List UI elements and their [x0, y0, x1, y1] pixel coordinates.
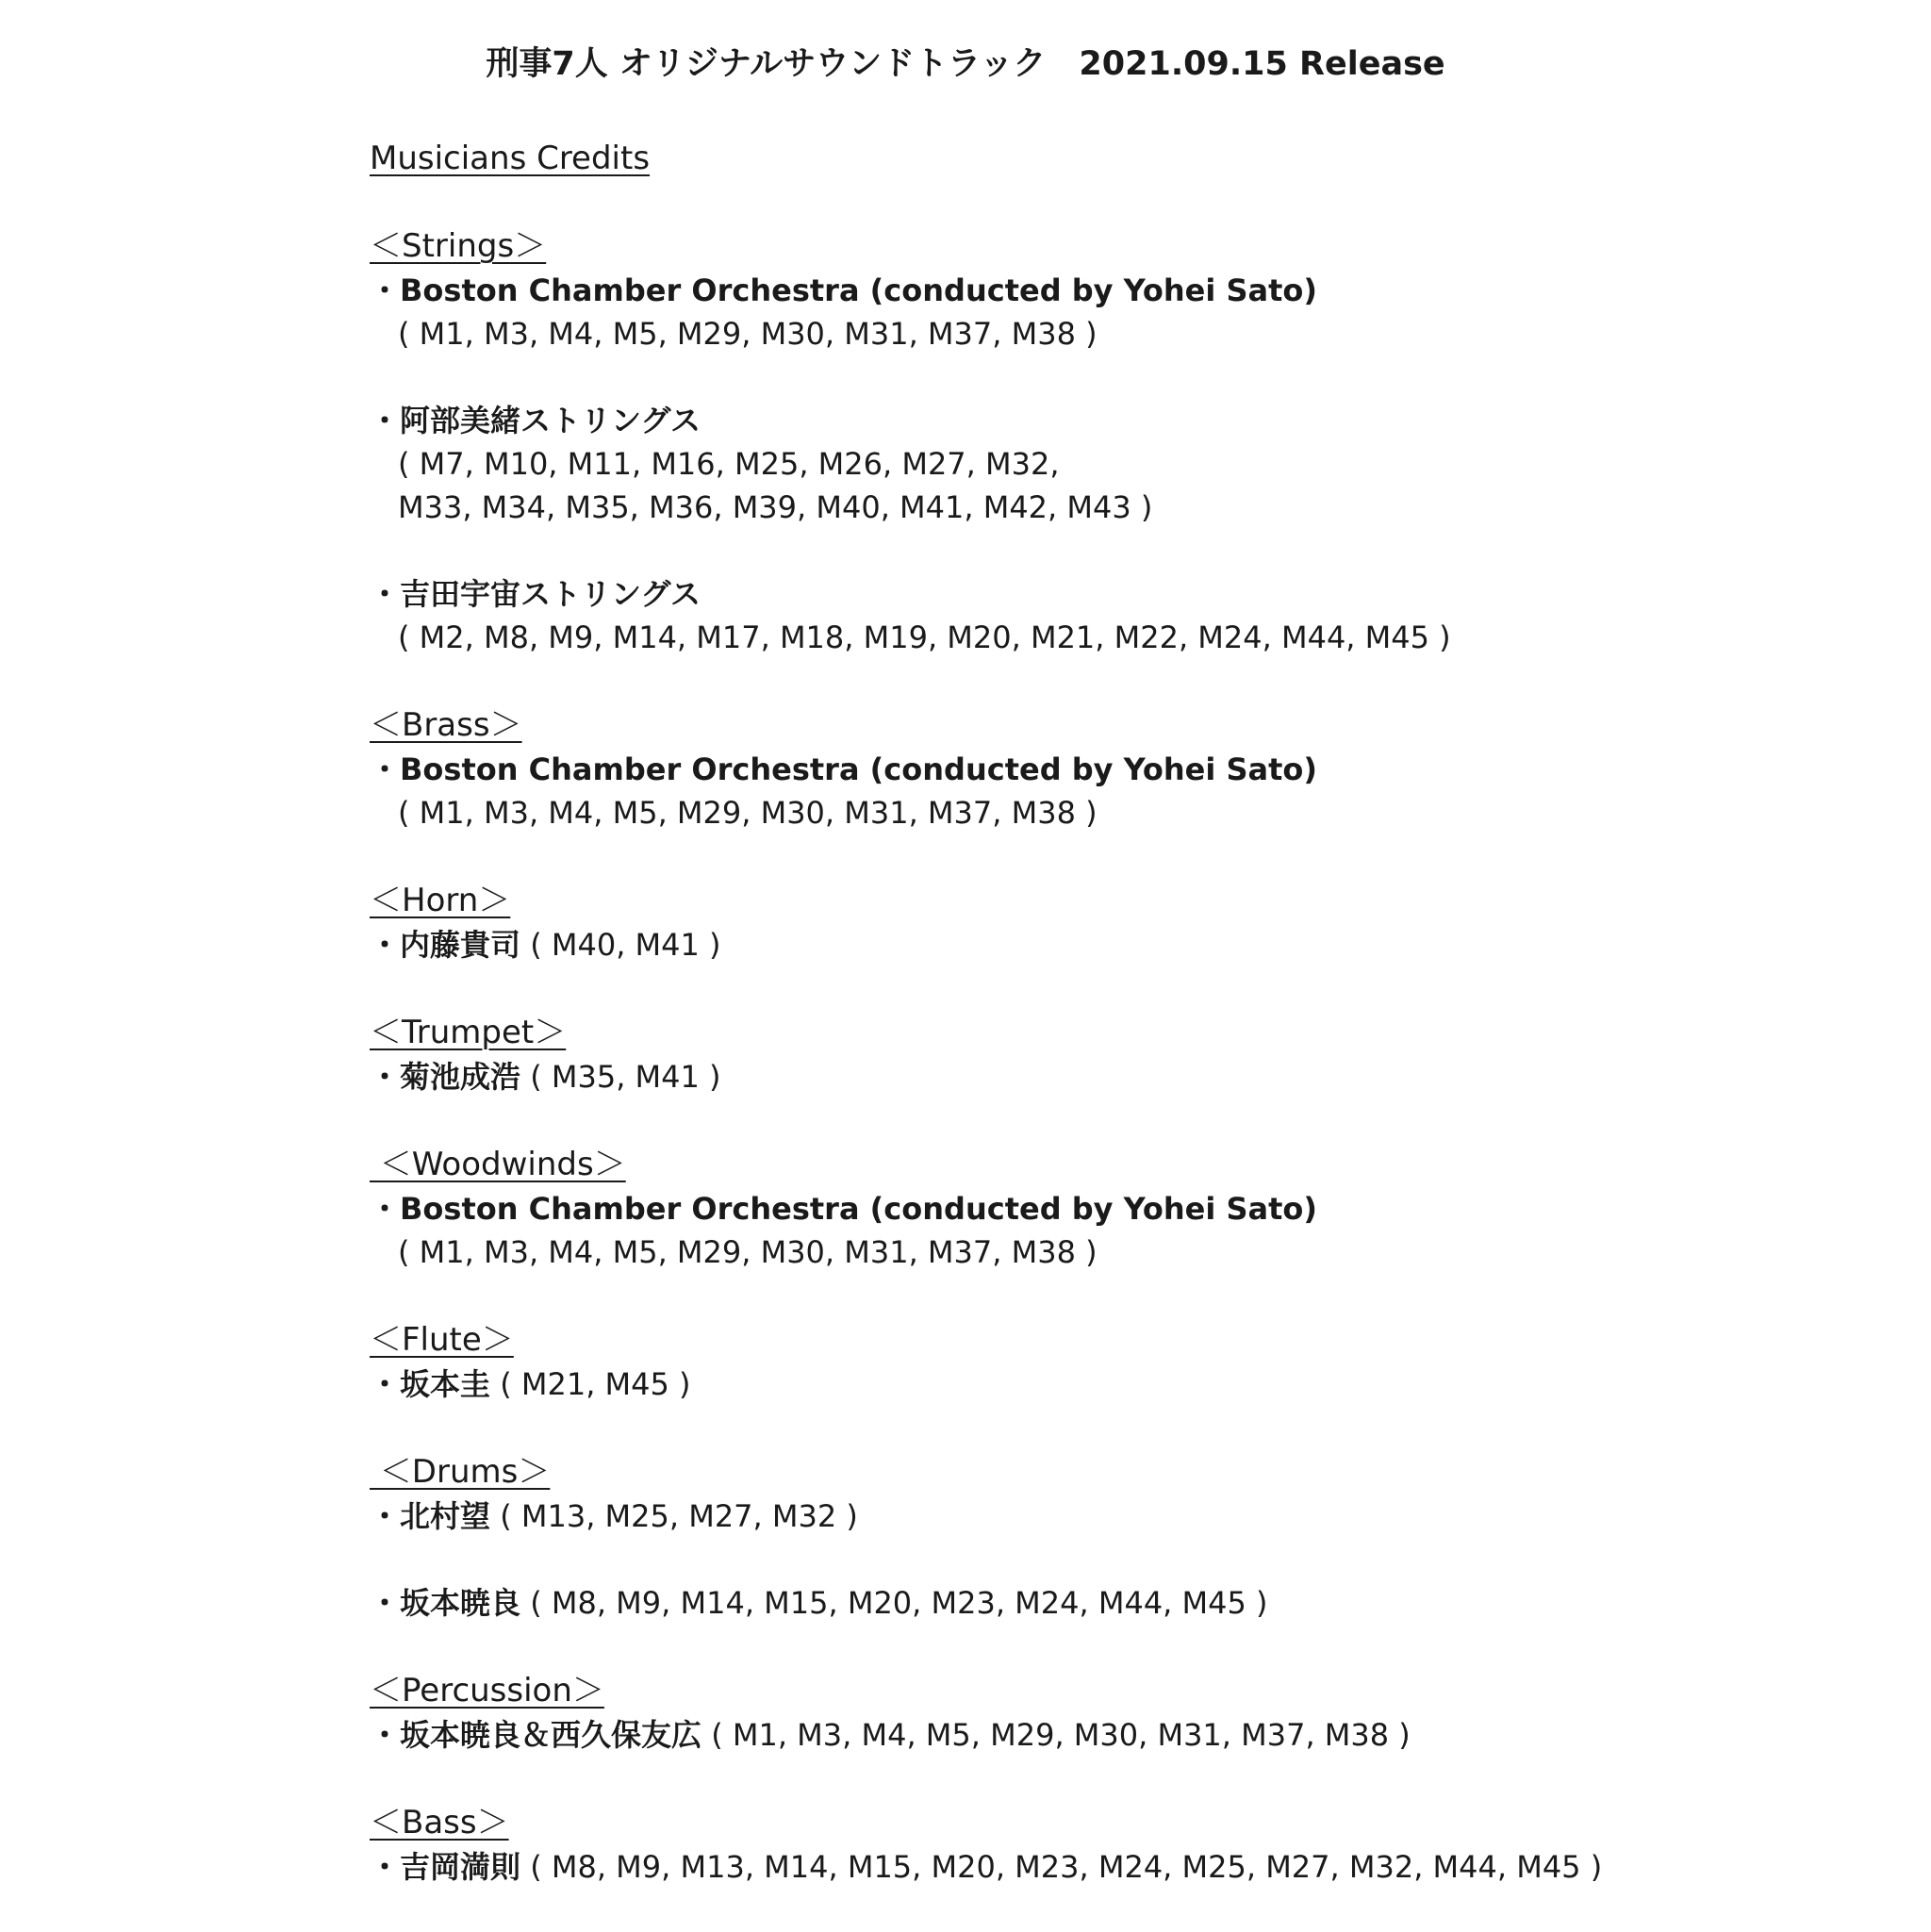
musician-name: Boston Chamber Orchestra (conducted by Yohei Sato) — [400, 1191, 1317, 1227]
credit-entry — [370, 572, 1878, 659]
section-heading: ＜Bass＞ — [370, 1804, 509, 1841]
bullet-icon: ・ — [370, 1498, 401, 1534]
bullet-icon: ・ — [370, 1849, 401, 1885]
credit-section — [370, 1317, 1878, 1406]
section-heading: ＜Horn＞ — [370, 882, 511, 919]
musician-line — [370, 399, 1878, 442]
musician-line — [370, 1187, 1878, 1230]
musician-line — [370, 748, 1878, 791]
musician-name: 坂本暁良＆西久保友広 — [400, 1717, 702, 1753]
credit-sections — [370, 223, 1878, 1889]
section-heading: ＜Trumpet＞ — [370, 1014, 567, 1051]
bullet-icon: ・ — [370, 927, 401, 963]
musician-name: 坂本暁良 — [400, 1585, 521, 1621]
credit-section — [370, 223, 1878, 659]
credit-entry — [370, 1845, 1878, 1889]
musician-line — [370, 1362, 1878, 1406]
musician-name: Boston Chamber Orchestra (conducted by Yohei Sato) — [400, 751, 1317, 787]
credit-entry — [370, 269, 1878, 355]
track-list: ( M7, M10, M11, M16, M25, M26, M27, M32, — [398, 446, 1060, 482]
bullet-icon: ・ — [370, 1059, 401, 1095]
track-list: ( M35, M41 ) — [520, 1059, 721, 1095]
credit-entry — [370, 399, 1878, 529]
credit-entry — [370, 1055, 1878, 1098]
bullet-icon: ・ — [370, 1191, 401, 1227]
credits-content — [370, 136, 1878, 1932]
credit-section — [370, 878, 1878, 966]
bullet-icon: ・ — [370, 403, 401, 438]
credit-entry — [370, 1362, 1878, 1406]
musician-line — [370, 1494, 1878, 1538]
track-list: ( M8, M9, M13, M14, M15, M20, M23, M24, M25, M27, M32, M44, M45 ) — [520, 1849, 1603, 1885]
section-heading: ＜Brass＞ — [370, 706, 522, 744]
credit-entry — [370, 748, 1878, 834]
musician-line — [370, 923, 1878, 966]
section-heading: ＜Drums＞ — [370, 1453, 551, 1491]
track-list: ( M1, M3, M4, M5, M29, M30, M31, M37, M38 ) — [398, 1234, 1098, 1270]
section-heading: ＜Percussion＞ — [370, 1672, 604, 1709]
track-list: ( M1, M3, M4, M5, M29, M30, M31, M37, M38 ) — [701, 1717, 1411, 1753]
musician-line — [370, 269, 1878, 312]
section-heading: ＜Woodwinds＞ — [370, 1146, 626, 1183]
musician-name: Boston Chamber Orchestra (conducted by Yohei Sato) — [400, 272, 1317, 308]
credit-entry — [370, 1713, 1878, 1757]
credit-section — [370, 1800, 1878, 1889]
credit-section — [370, 1010, 1878, 1098]
track-list: ( M1, M3, M4, M5, M29, M30, M31, M37, M38 ) — [398, 795, 1098, 831]
track-list: ( M2, M8, M9, M14, M17, M18, M19, M20, M21, M22, M24, M44, M45 ) — [398, 619, 1451, 655]
track-list: ( M40, M41 ) — [520, 927, 721, 963]
musician-name: 菊池成浩 — [400, 1059, 521, 1095]
track-list: ( M13, M25, M27, M32 ) — [490, 1498, 858, 1534]
credit-entry — [370, 923, 1878, 966]
musician-name: 吉岡満則 — [400, 1849, 521, 1885]
credit-section — [370, 1142, 1878, 1274]
section-heading: ＜Strings＞ — [370, 227, 547, 265]
musician-name: 吉田宇宙ストリングス — [400, 576, 701, 612]
track-list: ( M1, M3, M4, M5, M29, M30, M31, M37, M38 ) — [398, 316, 1098, 352]
credit-entry — [370, 1581, 1878, 1625]
credit-section — [370, 1668, 1878, 1757]
bullet-icon: ・ — [370, 272, 401, 308]
musician-line — [370, 1581, 1878, 1625]
credit-entry — [370, 1494, 1878, 1538]
track-list: ( M21, M45 ) — [490, 1366, 691, 1402]
credit-entry — [370, 1187, 1878, 1274]
bullet-icon: ・ — [370, 1585, 401, 1621]
musician-name: 内藤貴司 — [400, 927, 521, 963]
bullet-icon: ・ — [370, 751, 401, 787]
track-list: ( M8, M9, M14, M15, M20, M23, M24, M44, M45 ) — [520, 1585, 1268, 1621]
musician-line — [370, 1713, 1878, 1757]
credit-section — [370, 1449, 1878, 1625]
section-heading: ＜Flute＞ — [370, 1321, 514, 1359]
bullet-icon: ・ — [370, 576, 401, 612]
page-title: 刑事7人 オリジナルサウンドトラック 2021.09.15 Release — [486, 45, 1445, 83]
musician-line — [370, 1055, 1878, 1098]
bullet-icon: ・ — [370, 1717, 401, 1753]
musician-line — [370, 1845, 1878, 1889]
bullet-icon: ・ — [370, 1366, 401, 1402]
musician-name: 坂本圭 — [400, 1366, 491, 1402]
musician-name: 北村望 — [400, 1498, 491, 1534]
track-list: M33, M34, M35, M36, M39, M40, M41, M42, M43 ) — [398, 489, 1153, 525]
credit-section — [370, 702, 1878, 834]
musician-name: 阿部美緒ストリングス — [400, 403, 701, 438]
credits-heading: Musicians Credits — [370, 140, 651, 177]
musician-line — [370, 572, 1878, 616]
